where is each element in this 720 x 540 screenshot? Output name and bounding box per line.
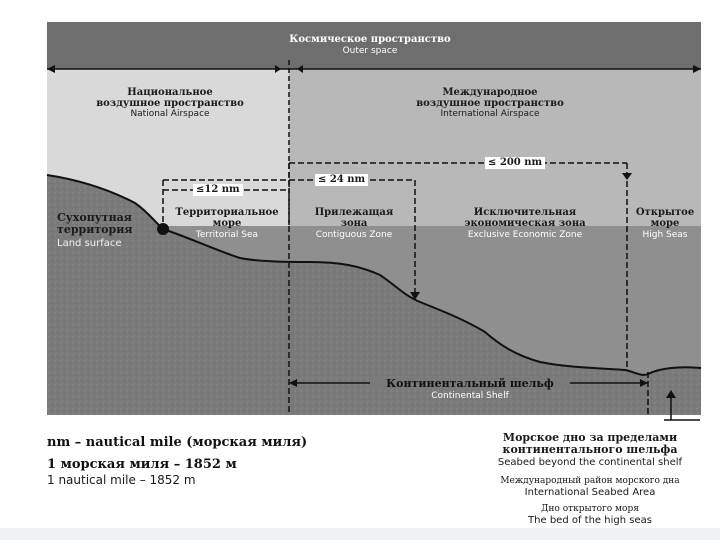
international-airspace-en: International Airspace [440,109,540,119]
seabed-area-ru: Международный район морского дна [500,476,680,486]
land-en: Land surface [57,238,122,249]
contiguous-zone-ru-1: Прилежащая [314,207,394,218]
eez-en: Exclusive Economic Zone [467,230,583,240]
international-airspace-ru-2: воздушное пространство [416,98,564,109]
legend-ru-conversion: 1 морская миля – 1852 м [47,457,237,472]
seabed-bed-ru: Дно открытого моря [541,504,639,514]
seabed-bed-en: The bed of the high seas [528,515,652,526]
continental-shelf-ru: Континентальный шельф [370,378,570,389]
high-seas-ru-2: море [650,218,680,229]
seabed-beyond-ru-2: континентального шельфа [502,443,678,456]
contiguous-zone-en: Contiguous Zone [315,230,393,240]
seabed-beyond-ru-1: Морское дно за пределами [502,431,678,444]
continental-shelf-en: Continental Shelf [431,391,509,401]
outer-space-label-ru: Космическое пространство [289,34,451,45]
arrow-left-icon [275,65,281,73]
national-airspace-ru-1: Национальное [127,87,213,98]
arrow-right-icon [693,65,701,73]
land-ru-2: территория [57,223,133,236]
territorial-sea-ru-2: море [212,218,242,229]
distance-200nm: ≤ 200 nm [485,157,545,169]
territorial-sea-ru-1: Территориальное [175,207,279,218]
land-ru-1: Сухопутная [57,211,132,224]
contiguous-zone-ru-2: зона [340,218,368,229]
arrow-right-icon [622,173,632,180]
territorial-sea-en: Territorial Sea [195,230,259,240]
arrow-left-icon [47,65,55,73]
distance-24nm: ≤ 24 nm [315,174,368,186]
legend-en-conversion: 1 nautical mile – 1852 m [47,473,196,487]
seabed-area-en: International Seabed Area [524,487,656,498]
high-seas-ru-1: Открытое [635,207,695,218]
international-airspace-ru-1: Международное [442,87,538,98]
distance-12nm: ≤12 nm [193,184,243,196]
eez-ru-2: экономическая зона [464,218,586,229]
eez-ru-1: Исключительная [473,207,577,218]
arrow-right-icon [297,65,303,73]
seabed-beyond-en: Seabed beyond the continental shelf [497,457,683,468]
outer-space-label-en: Outer space [342,46,398,56]
national-airspace-en: National Airspace [130,109,210,119]
legend-nm-definition: nm – nautical mile (морская миля) [47,435,308,450]
high-seas-en: High Seas [642,230,688,240]
national-airspace-ru-2: воздушное пространство [96,98,244,109]
slide-footer-strip [0,528,720,540]
